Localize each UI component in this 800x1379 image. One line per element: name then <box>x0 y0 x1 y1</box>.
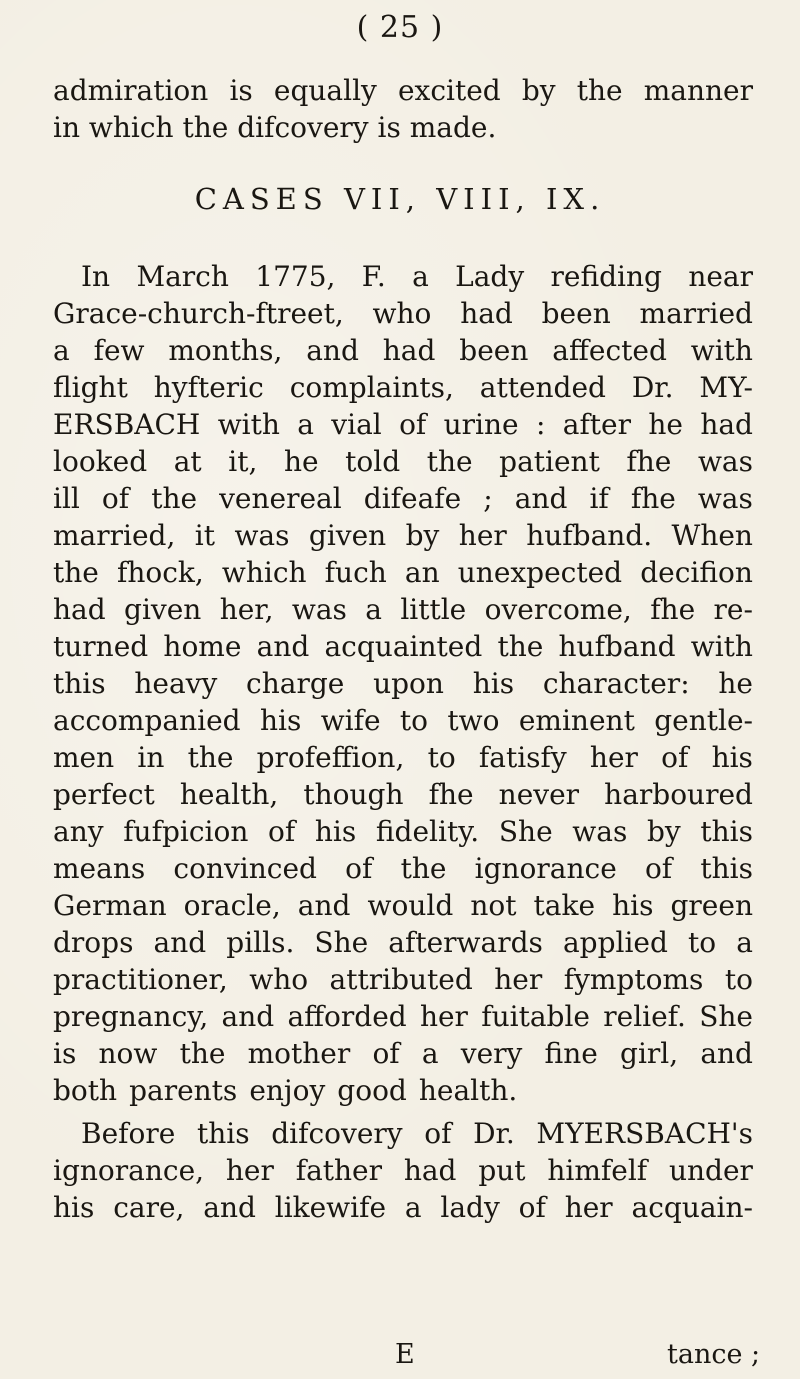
word: of <box>518 1191 546 1224</box>
word: refiding <box>550 260 662 293</box>
text-line <box>53 258 753 295</box>
word: fine <box>544 1037 598 1070</box>
word: his <box>53 1191 95 1224</box>
signature-mark: E <box>395 1339 415 1370</box>
word: and <box>514 482 568 515</box>
line-text: in which the difcovery is made. <box>53 111 497 144</box>
word: a <box>365 593 382 626</box>
paragraph-before-this <box>53 1115 753 1226</box>
word: fatisfy <box>478 741 567 774</box>
word: Dr. <box>473 1117 515 1150</box>
word: turned <box>53 630 149 663</box>
word: accompanied <box>53 704 241 737</box>
word: practitioner, <box>53 963 228 996</box>
catchword: tance ; <box>667 1339 761 1370</box>
word: told <box>345 445 401 478</box>
text-line <box>53 1189 753 1226</box>
word: flight <box>53 371 128 404</box>
word: fhock, <box>116 556 204 589</box>
word: charge <box>246 667 345 700</box>
word: married, <box>53 519 176 552</box>
word: take <box>533 889 596 922</box>
word: equally <box>273 74 377 107</box>
word: manner <box>643 74 753 107</box>
word: he <box>648 408 683 441</box>
word: fuitable <box>481 1000 590 1033</box>
word: if <box>589 482 609 515</box>
word: had <box>382 334 436 367</box>
word: with <box>217 408 280 441</box>
word: vial <box>331 408 382 441</box>
word: would <box>367 889 454 922</box>
word: this <box>700 815 753 848</box>
word: the <box>497 630 544 663</box>
word: health, <box>179 778 279 811</box>
word: ignorance, <box>53 1154 205 1187</box>
text-line <box>53 554 753 591</box>
word: is <box>229 74 253 107</box>
word: his <box>472 667 515 700</box>
word: who <box>249 963 309 996</box>
word: under <box>668 1154 753 1187</box>
section-heading: CASES VII, VIII, IX. <box>194 182 606 216</box>
word: drops <box>53 926 134 959</box>
word: given <box>308 519 387 552</box>
word: a <box>736 926 753 959</box>
word: fhe <box>626 445 672 478</box>
word: near <box>688 260 753 293</box>
word: is <box>53 1037 77 1070</box>
word: admiration <box>53 74 209 107</box>
word: and <box>306 334 359 367</box>
word: this <box>196 1117 250 1150</box>
word: parents <box>129 1074 238 1107</box>
word: very <box>460 1037 523 1070</box>
word: married <box>639 297 753 330</box>
word: this <box>53 667 106 700</box>
word: re- <box>713 593 753 626</box>
word: fhe <box>650 593 696 626</box>
word: Grace-church-ftreet, <box>53 297 344 330</box>
word: mother <box>247 1037 351 1070</box>
word: the <box>151 482 198 515</box>
word: been <box>541 297 611 330</box>
word: to <box>399 704 429 737</box>
word: had <box>53 593 106 626</box>
word: her <box>419 1000 468 1033</box>
text-line <box>53 813 753 850</box>
word: of <box>101 482 130 515</box>
word: had <box>460 297 513 330</box>
word: to <box>688 926 717 959</box>
word: and <box>700 1037 753 1070</box>
word: hufband. <box>526 519 653 552</box>
text-line <box>53 924 753 961</box>
word: acquain- <box>631 1191 753 1224</box>
word: decifion <box>640 556 753 589</box>
word: the <box>400 852 447 885</box>
text-line <box>53 369 753 406</box>
word: himfelf <box>547 1154 648 1187</box>
paragraph-cases <box>53 258 753 1109</box>
word: lady <box>440 1191 500 1224</box>
word: was <box>697 482 753 515</box>
page-number: ( 25 ) <box>356 10 444 45</box>
word: her <box>589 741 638 774</box>
word: F. <box>361 260 386 293</box>
text-line <box>53 406 753 443</box>
word: and <box>153 926 207 959</box>
word: acquainted <box>324 630 483 663</box>
word: with <box>690 630 753 663</box>
word: likewife <box>274 1191 387 1224</box>
word: She <box>314 926 369 959</box>
text-line <box>53 443 753 480</box>
word: Before <box>81 1117 176 1150</box>
word: by <box>646 815 681 848</box>
text-line <box>53 702 753 739</box>
text-line <box>53 665 753 702</box>
word: She <box>498 815 553 848</box>
text-line <box>53 109 753 146</box>
word: her <box>494 963 543 996</box>
word: her <box>225 1154 274 1187</box>
word: his <box>711 741 753 774</box>
word: months, <box>168 334 283 367</box>
word: who <box>372 297 432 330</box>
word: father <box>295 1154 382 1187</box>
word: harboured <box>604 778 753 811</box>
word: her, <box>219 593 274 626</box>
word: it <box>194 519 216 552</box>
word: fufpicion <box>123 815 249 848</box>
word: excited <box>397 74 501 107</box>
word: ignorance <box>474 852 617 885</box>
text-line <box>53 850 753 887</box>
text-line <box>53 517 753 554</box>
word: which <box>221 556 307 589</box>
text-line <box>53 739 753 776</box>
word: girl, <box>620 1037 679 1070</box>
word: attributed <box>329 963 473 996</box>
word: to <box>427 741 456 774</box>
word: put <box>478 1154 526 1187</box>
word: the <box>53 556 99 589</box>
word: pregnancy, <box>53 1000 209 1033</box>
word: patient <box>499 445 600 478</box>
word: was <box>291 593 347 626</box>
text-line <box>53 591 753 628</box>
word: affected <box>552 334 667 367</box>
word: complaints, <box>289 371 454 404</box>
word: he <box>718 667 753 700</box>
word: afforded <box>287 1000 407 1033</box>
word: health. <box>418 1074 518 1107</box>
word: of <box>661 741 689 774</box>
word: heavy <box>134 667 218 700</box>
word: upon <box>373 667 444 700</box>
word: been <box>459 334 529 367</box>
word: was <box>697 445 753 478</box>
word: he <box>283 445 319 478</box>
word: difeafe <box>363 482 462 515</box>
word: ; <box>483 482 493 515</box>
word: fhe <box>428 778 474 811</box>
word: fidelity. <box>375 815 480 848</box>
word: by <box>521 74 556 107</box>
word: was <box>234 519 290 552</box>
word: profeffion, <box>256 741 405 774</box>
word: attended <box>479 371 606 404</box>
word: had <box>700 408 753 441</box>
word: eminent <box>518 704 635 737</box>
word: now <box>98 1037 158 1070</box>
word: urine <box>443 408 519 441</box>
word: oracle, <box>183 889 281 922</box>
word: of <box>268 815 296 848</box>
word: with <box>690 334 753 367</box>
word: In <box>81 260 111 293</box>
word: the <box>576 74 623 107</box>
word: a <box>297 408 314 441</box>
text-line <box>53 1152 753 1189</box>
word: good <box>337 1074 407 1107</box>
text-line <box>53 480 753 517</box>
word: venereal <box>219 482 342 515</box>
word: his <box>314 815 357 848</box>
word: When <box>671 519 753 552</box>
word: any <box>53 815 104 848</box>
word: a <box>412 260 429 293</box>
text-line <box>53 961 753 998</box>
text-line <box>53 998 753 1035</box>
word: Lady <box>455 260 525 293</box>
word: not <box>470 889 517 922</box>
word: this <box>700 852 753 885</box>
word: of <box>345 852 373 885</box>
word: the <box>187 741 234 774</box>
word: by <box>405 519 440 552</box>
word: her <box>458 519 507 552</box>
word: wife <box>320 704 381 737</box>
word: at <box>173 445 202 478</box>
word: means <box>53 852 146 885</box>
word: of <box>644 852 673 885</box>
word: though <box>303 778 404 811</box>
word: convinced <box>173 852 317 885</box>
word: pills. <box>226 926 295 959</box>
word: applied <box>562 926 668 959</box>
word: and <box>203 1191 256 1224</box>
word: : <box>535 408 546 441</box>
word: the <box>179 1037 226 1070</box>
continuation-text <box>53 72 753 146</box>
word: 1775, <box>255 260 336 293</box>
word: the <box>426 445 473 478</box>
word: her <box>564 1191 613 1224</box>
word: to <box>724 963 753 996</box>
word: a <box>53 334 70 367</box>
text-line <box>53 628 753 665</box>
word: and <box>221 1000 275 1033</box>
word: given <box>124 593 202 626</box>
word: Dr. <box>631 371 674 404</box>
word: looked <box>53 445 148 478</box>
word: never <box>498 778 580 811</box>
word: relief. <box>603 1000 686 1033</box>
text-line <box>53 887 753 924</box>
word: after <box>562 408 632 441</box>
word: green <box>670 889 753 922</box>
word: character: <box>542 667 690 700</box>
text-line <box>53 72 753 109</box>
word: unexpected <box>457 556 623 589</box>
word: MY- <box>699 371 753 404</box>
word: an <box>404 556 440 589</box>
word: care, <box>113 1191 185 1224</box>
text-line <box>53 332 753 369</box>
word: She <box>699 1000 753 1033</box>
text-line <box>53 776 753 813</box>
word: ERSBACH <box>53 408 201 441</box>
word: and <box>297 889 351 922</box>
word: two <box>447 704 500 737</box>
text-line <box>53 1035 753 1072</box>
word: of <box>399 408 427 441</box>
word: few <box>93 334 145 367</box>
word: ill <box>53 482 80 515</box>
word: of <box>372 1037 400 1070</box>
word: fuch <box>324 556 387 589</box>
word: it, <box>228 445 258 478</box>
word: men <box>53 741 115 774</box>
word: March <box>136 260 229 293</box>
word: hyfteric <box>153 371 264 404</box>
word: fhe <box>630 482 676 515</box>
word: perfect <box>53 778 155 811</box>
word: home <box>163 630 242 663</box>
word: his <box>259 704 302 737</box>
word: MYERSBACH's <box>536 1117 753 1150</box>
word: both <box>53 1074 118 1107</box>
word: of <box>424 1117 452 1150</box>
word: gentle- <box>654 704 753 737</box>
word: fymptoms <box>563 963 704 996</box>
word: in <box>137 741 165 774</box>
word: German <box>53 889 167 922</box>
word: afterwards <box>388 926 543 959</box>
word: a <box>421 1037 439 1070</box>
text-line <box>53 1072 753 1109</box>
word: had <box>403 1154 457 1187</box>
word: little <box>400 593 467 626</box>
word: hufband <box>558 630 676 663</box>
word: overcome, <box>484 593 632 626</box>
word: his <box>612 889 654 922</box>
text-line <box>53 1115 753 1152</box>
word: enjoy <box>249 1074 326 1107</box>
word: and <box>256 630 310 663</box>
word: a <box>404 1191 422 1224</box>
word: was <box>572 815 628 848</box>
text-line <box>53 295 753 332</box>
word: difcovery <box>271 1117 403 1150</box>
